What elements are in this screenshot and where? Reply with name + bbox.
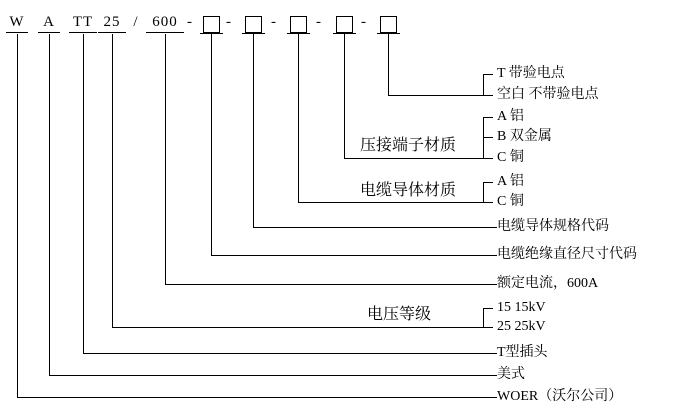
vline-box-3 [298,34,299,202]
code-brand: W [6,13,28,33]
hline-terminal [344,158,493,159]
label-test-point-blank: 空白 不带验电点 [497,87,599,102]
label-insulation-dia-code: 电缆绝缘直径尺寸代码 [497,247,637,262]
label-kv25: 25 25kV [497,319,546,334]
code-box-5 [380,16,397,33]
code-dash-5: - [361,14,367,30]
tick-test-point-t [483,74,493,75]
code-voltage: 25 [98,13,126,33]
code-dash-3: - [271,14,277,30]
label-terminal-bimetal: B 双金属 [497,129,552,144]
tick-terminal-bimetal [483,137,493,138]
hline-insulation [211,255,497,256]
code-type: TT [69,13,97,33]
hline-voltage-level [112,327,493,328]
hline-test-point [388,95,493,96]
vline-type [83,34,84,353]
vline-box-5 [388,34,389,95]
label-terminal-al: A 铝 [497,109,524,124]
vline-box-4 [344,34,345,158]
label-conductor-spec-code: 电缆导体规格代码 [497,219,609,234]
tick-kv15 [483,308,493,309]
label-company: WOER（沃尔公司） [497,389,623,404]
vline-current [165,34,166,284]
code-box-2 [245,16,262,33]
label-terminal-cu: C 铜 [497,150,524,165]
label-conductor-al: A 铝 [497,174,524,189]
code-dash-4: - [316,14,322,30]
vline-box-2 [253,34,254,227]
label-american-style: 美式 [497,367,525,382]
code-box-1 [203,16,220,33]
code-box-3 [290,16,307,33]
hline-conductor [298,202,493,203]
vline-brand [17,34,18,397]
label-kv15: 15 15kV [497,300,546,315]
code-series: A [38,13,60,33]
code-dash-1: - [187,14,193,30]
code-current: 600 [146,13,184,33]
vline-series [49,34,50,375]
bracket-test-point [483,74,484,96]
hline-rated-current [165,284,497,285]
group-voltage-level: 电压等级 [367,306,432,323]
hline-t-plug [83,353,497,354]
code-slash: / [133,14,139,30]
code-box-4 [336,16,353,33]
vline-box-1 [211,34,212,255]
group-terminal-material: 压接端子材质 [360,137,457,154]
code-dash-2: - [226,14,232,30]
label-t-plug: T型插头 [497,345,548,360]
vline-voltage [112,34,113,327]
hline-american [49,375,497,376]
bracket-conductor [483,182,484,203]
tick-terminal-al [483,117,493,118]
hline-company [17,397,497,398]
bracket-terminal [483,117,484,159]
tick-conductor-al [483,182,493,183]
group-conductor-material: 电缆导体材质 [360,182,457,199]
label-rated-current: 额定电流，600A [497,276,599,291]
bracket-voltage [483,308,484,328]
label-test-point-t: T 带验电点 [497,66,565,81]
hline-conductor-spec [253,227,497,228]
label-conductor-cu: C 铜 [497,194,524,209]
